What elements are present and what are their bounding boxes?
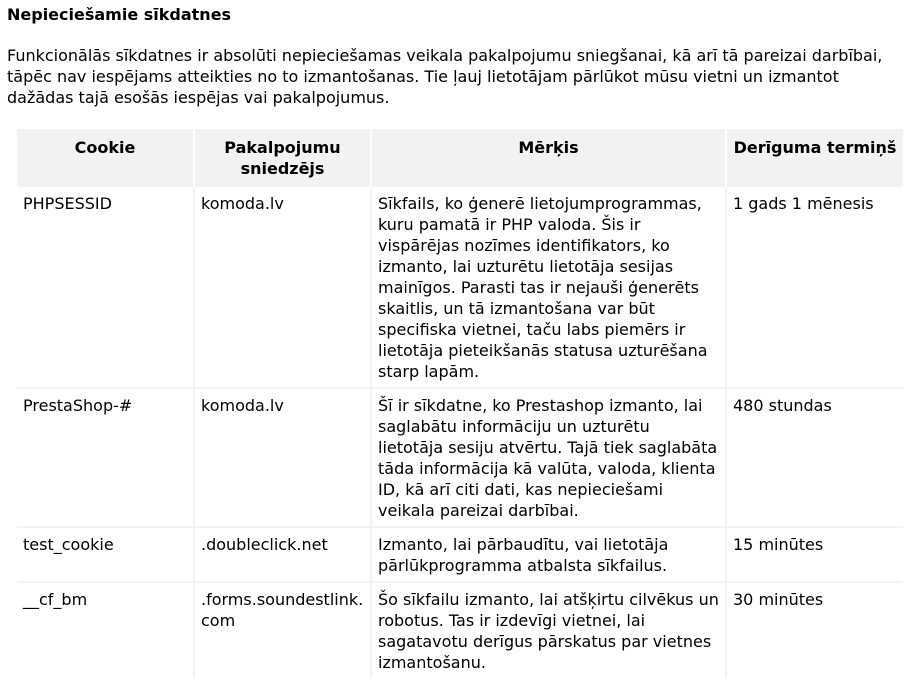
cell-cookie: test_cookie: [17, 527, 194, 582]
table-body: [17, 186, 903, 678]
section-title: Nepieciešamie sīkdatnes: [7, 5, 232, 24]
cell-provider: .forms.soundestlink.com: [194, 582, 371, 678]
cell-expiry: 1 gads 1 mēnesis: [726, 186, 903, 388]
section-intro: Funkcionālās sīkdatnes ir absolūti nepieciešamas veikala pakalpojumu sniegšanai, kā arī tā pareizai darbībai, tāpēc nav iespējams atteikties no to izmantošanas. Tie ļauj lietotājam pārlūkot mūsu vietni un izmantot dažādas tajā esošās iespējas vai pakalpojumus.: [7, 46, 883, 107]
cell-cookie: __cf_bm: [17, 582, 194, 678]
cell-provider: komoda.lv: [194, 186, 371, 388]
header-cookie: Cookie: [17, 129, 194, 186]
cell-expiry: 15 minūtes: [726, 527, 903, 582]
table-row: [17, 527, 903, 582]
cell-purpose: Šo sīkfailu izmanto, lai atšķirtu cilvēkus un robotus. Tas ir izdevīgi vietnei, lai sagatavotu derīgus pārskatus par vietnes izmantošanu.: [371, 582, 726, 678]
cell-cookie: PHPSESSID: [17, 186, 194, 388]
cell-provider: komoda.lv: [194, 388, 371, 527]
cell-purpose: Sīkfails, ko ģenerē lietojumprogrammas, kuru pamatā ir PHP valoda. Šis ir vispārējas nozīmes identifikators, ko izmanto, lai uzturētu lietotāja sesijas mainīgos. Parasti tas ir nejauši ģenerēts skaitlis, un tā izmantošana var būt specifiska vietnei, taču labs piemērs ir lietotāja pieteikšanās statusa uzturēšana starp lapām.: [371, 186, 726, 388]
cell-cookie: PrestaShop-#: [17, 388, 194, 527]
table-row: [17, 388, 903, 527]
cell-purpose: Šī ir sīkdatne, ko Prestashop izmanto, lai saglabātu informāciju un uzturētu lietotāja sesiju atvērtu. Tajā tiek saglabāta tāda informācija kā valūta, valoda, klienta ID, kā arī citi dati, kas nepieciešami veikala pareizai darbībai.: [371, 388, 726, 527]
cell-expiry: 30 minūtes: [726, 582, 903, 678]
cell-expiry: 480 stundas: [726, 388, 903, 527]
cookie-table: [17, 129, 903, 678]
table-row: [17, 186, 903, 388]
table-row: [17, 582, 903, 678]
cell-purpose: Izmanto, lai pārbaudītu, vai lietotāja pārlūkprogramma atbalsta sīkfailus.: [371, 527, 726, 582]
table-header: [17, 129, 903, 186]
header-purpose: Mērķis: [371, 129, 726, 186]
header-expiry: Derīguma termiņš: [726, 129, 903, 186]
header-provider: Pakalpojumu sniedzējs: [194, 129, 371, 186]
header-row: [17, 129, 903, 186]
cookie-section: [7, 0, 907, 108]
cell-provider: .doubleclick.net: [194, 527, 371, 582]
